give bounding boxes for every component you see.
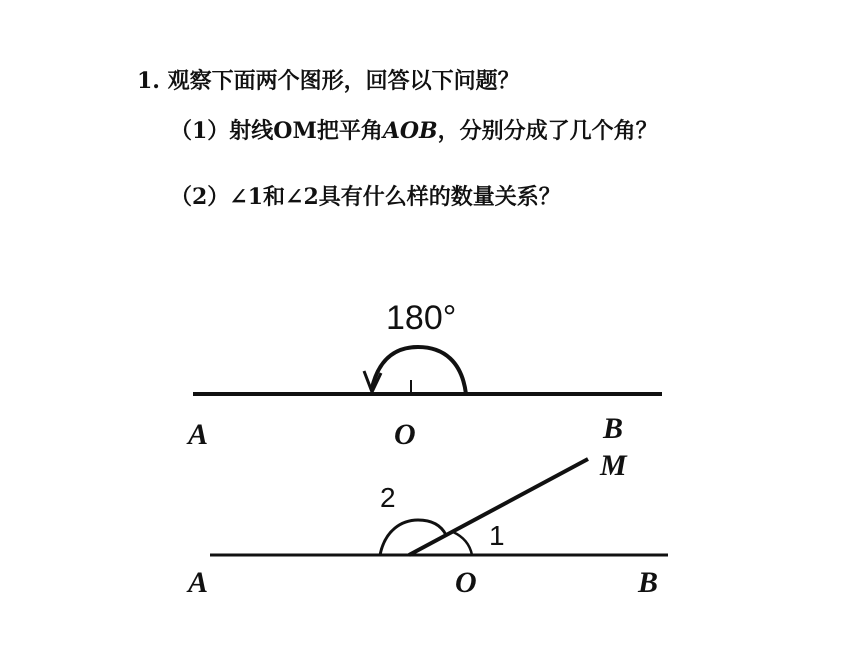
part1-prefix: （1）射线OM把平角 — [170, 118, 383, 144]
point-b-bottom: B — [638, 566, 659, 599]
arc-angle-1 — [453, 532, 472, 555]
part1-suffix: ，分别分成了几个角？ — [437, 118, 658, 144]
point-m: M — [600, 449, 627, 482]
figure-ray-om — [186, 449, 668, 599]
label-angle-2: 2 — [380, 482, 396, 513]
label-180-degrees: 180° — [386, 299, 457, 337]
label-angle-1: 1 — [489, 520, 505, 551]
point-o-bottom: O — [455, 566, 477, 599]
arc-angle-2 — [380, 520, 446, 555]
question-title: 1. 观察下面两个图形，回答以下问题？ — [137, 68, 520, 94]
figure-straight-angle — [186, 299, 662, 451]
point-o-top: O — [394, 418, 416, 451]
question-part-2: （2）∠1和∠2具有什么样的数量关系？ — [170, 184, 561, 210]
part1-angle-name: AOB — [382, 118, 438, 144]
point-b-top: B — [603, 412, 624, 445]
point-a-bottom: A — [188, 566, 209, 599]
arc-180 — [372, 347, 466, 394]
point-a-top: A — [188, 418, 209, 451]
